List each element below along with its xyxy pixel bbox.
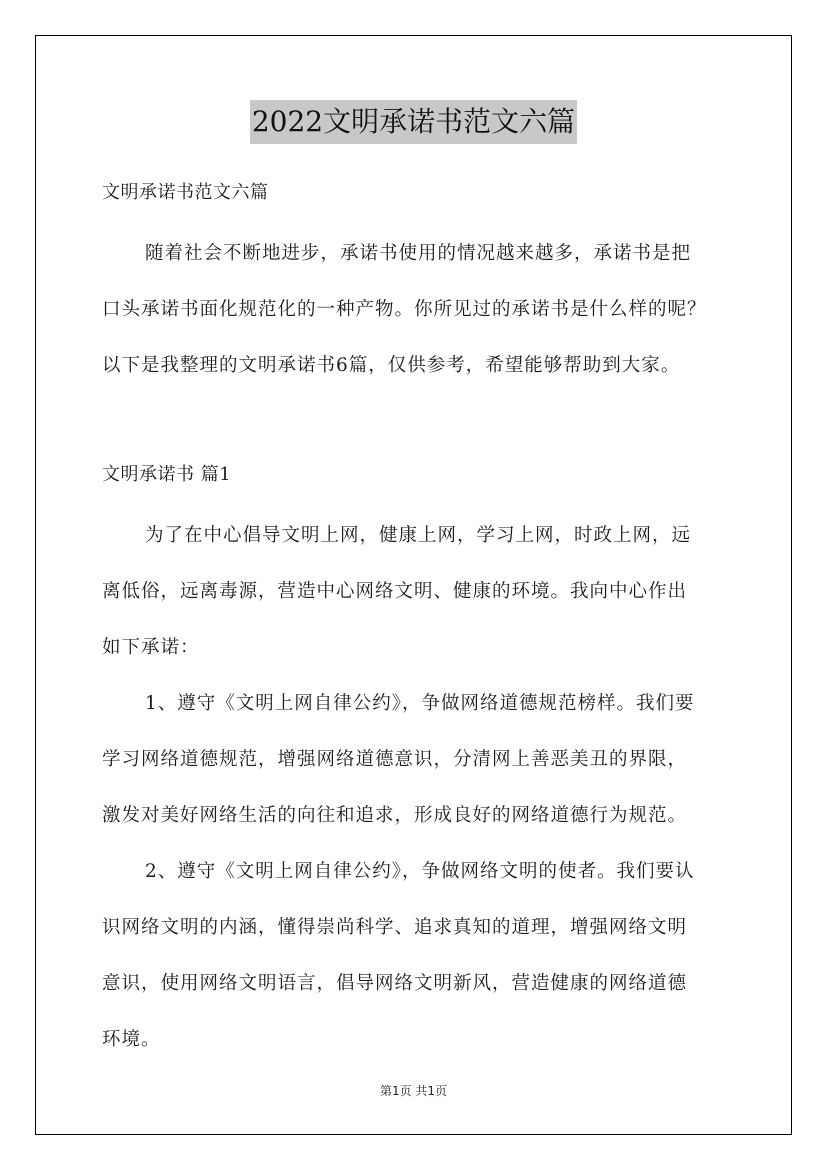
paragraph-line: 1、遵守《文明上网自律公约》，争做网络道德规范榜样。我们要 <box>145 693 695 714</box>
paragraph-line: 如下承诺： <box>102 637 200 658</box>
page-footer: 第1页 共1页 <box>379 1084 448 1098</box>
title-container <box>0 100 827 144</box>
paragraph-line: 学习网络道德规范，增强网络道德意识，分清网上善恶美丑的界限， <box>102 749 688 770</box>
paragraph-line: 意识，使用网络文明语言，倡导网络文明新风，营造健康的网络道德 <box>102 973 688 994</box>
paragraph-line: 为了在中心倡导文明上网，健康上网，学习上网，时政上网，远 <box>145 525 692 546</box>
intro-line: 随着社会不断地进步，承诺书使用的情况越来越多，承诺书是把 <box>145 243 692 264</box>
document-subtitle: 文明承诺书范文六篇 <box>102 182 269 203</box>
intro-line: 以下是我整理的文明承诺书6篇，仅供参考，希望能够帮助到大家。 <box>102 355 681 376</box>
document-title: 2022文明承诺书范文六篇 <box>250 100 577 144</box>
section-heading: 文明承诺书 篇1 <box>102 464 232 485</box>
section-gap <box>102 394 730 452</box>
paragraph-line: 激发对美好网络生活的向往和追求，形成良好的网络道德行为规范。 <box>102 805 688 826</box>
paragraph-line: 离低俗，远离毒源，营造中心网络文明、健康的环境。我向中心作出 <box>102 581 688 602</box>
document-body <box>102 170 730 1068</box>
paragraph-line: 2、遵守《文明上网自律公约》，争做网络文明的使者。我们要认 <box>145 861 695 882</box>
paragraph-line: 环境。 <box>102 1029 161 1050</box>
paragraph-line: 识网络文明的内涵，懂得崇尚科学、追求真知的道理，增强网络文明 <box>102 917 688 938</box>
intro-line: 口头承诺书面化规范化的一种产物。你所见过的承诺书是什么样的呢？ <box>102 299 707 320</box>
